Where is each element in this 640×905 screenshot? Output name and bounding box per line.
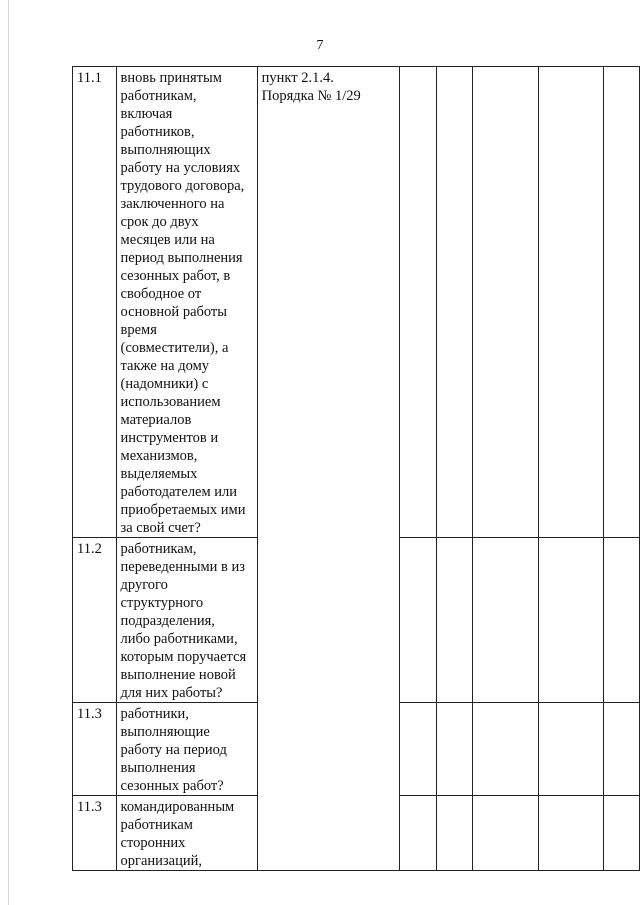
checklist-table	[72, 66, 640, 871]
answer-cell	[399, 538, 436, 703]
row-number: 11.1	[73, 67, 117, 538]
answer-cell	[399, 796, 436, 871]
answer-cell	[473, 703, 538, 796]
answer-cell	[538, 796, 603, 871]
answer-cell	[399, 703, 436, 796]
page-number: 7	[316, 38, 324, 53]
row-question: работникам, переведенными в из другого структурного подразделения, либо работниками, которым поручается выполнение новой для них работы?	[116, 538, 257, 703]
answer-cell	[473, 67, 538, 538]
answer-cell	[473, 538, 538, 703]
answer-cell	[538, 538, 603, 703]
answer-cell	[436, 796, 473, 871]
answer-cell	[604, 538, 640, 703]
answer-cell	[473, 796, 538, 871]
row-number: 11.3	[73, 796, 117, 871]
answer-cell	[436, 67, 473, 538]
answer-cell	[604, 703, 640, 796]
answer-cell	[436, 538, 473, 703]
row-question: вновь принятым работникам, включая работников, выполняющих работу на условиях трудового договора, заключенного на срок до двух месяцев или на период выполнения сезонных работ, в свободное от основной работы время (совместители), а также на дому (надомники) с использованием материалов инструментов и механизмов, выделяемых работодателем или приобретаемых ими за свой счет?	[116, 67, 257, 538]
answer-cell	[436, 703, 473, 796]
row-number: 11.3	[73, 703, 117, 796]
answer-cell	[538, 67, 603, 538]
row-number: 11.2	[73, 538, 117, 703]
answer-cell	[604, 67, 640, 538]
page-edge-line	[8, 0, 9, 905]
answer-cell	[604, 796, 640, 871]
row-question: работники, выполняющие работу на период выполнения сезонных работ?	[116, 703, 257, 796]
answer-cell	[399, 67, 436, 538]
row-question: командированным работникам сторонних организаций,	[116, 796, 257, 871]
reference-text: пункт 2.1.4. Порядка № 1/29	[261, 70, 361, 104]
reference-cell	[257, 67, 399, 871]
answer-cell	[538, 703, 603, 796]
table-row	[73, 67, 640, 538]
